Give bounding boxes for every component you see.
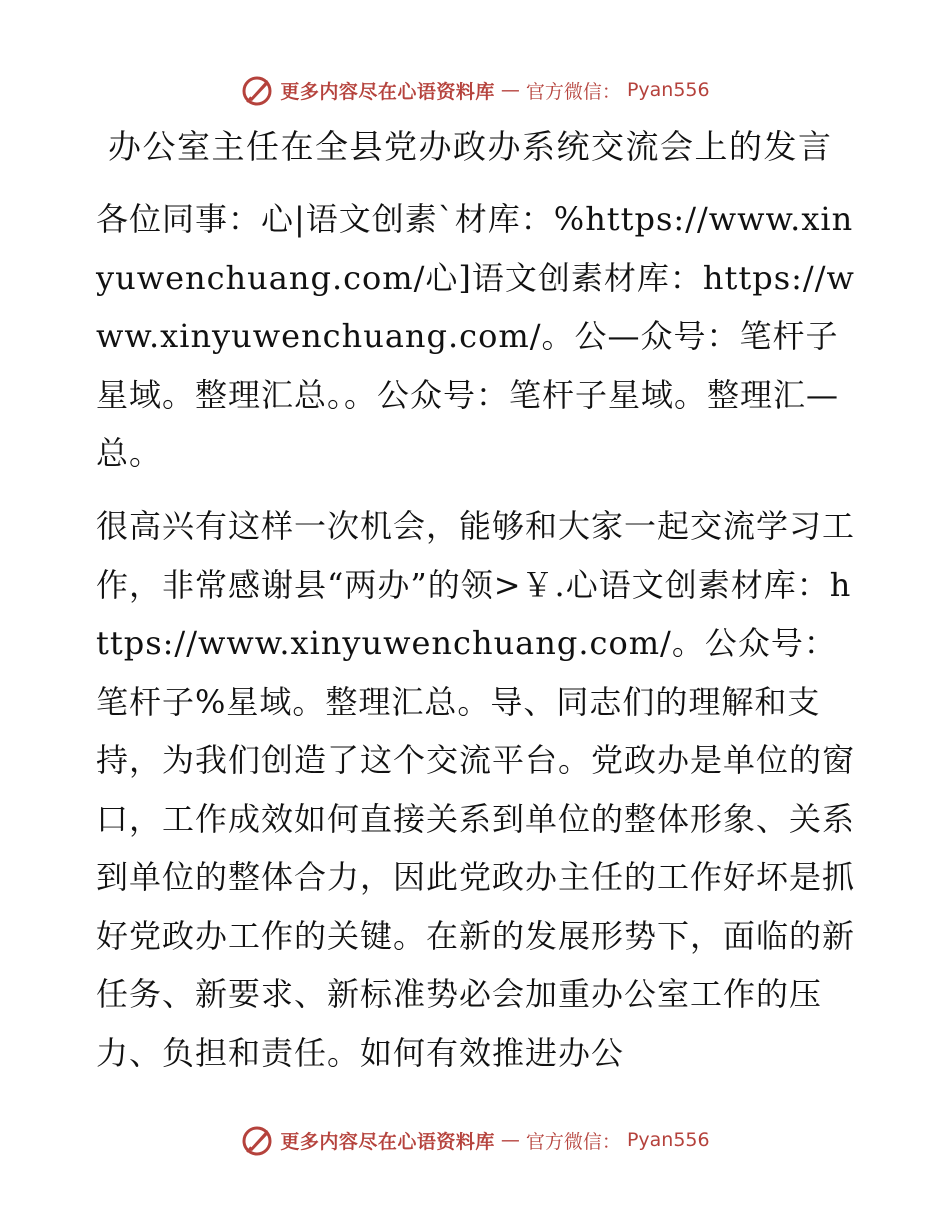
footer-contact-id: Pyan556 [626, 1129, 710, 1151]
quill-logo-icon [240, 1123, 274, 1157]
footer-banner [0, 1120, 950, 1160]
paragraph-body: 很高兴有这样一次机会，能够和大家一起交流学习工作，非常感谢县“两办”的领>￥.心语文创素材库：https://www.xinyuwenchuang.com/。公众号：笔杆子%星域。整理汇总。导、同志们的理解和支持，为我们创造了这个交流平台。党政办是单位的窗口，工作成效如何直接关系到单位的整体形象、关系到单位的整体合力，因此党政办主任的工作好坏是抓好党政办工作的关键。在新的发展形势下，面临的新任务、新要求、新标准势必会加重办公室工作的压力、负担和责任。如何有效推进办公 [96, 507, 856, 1072]
paragraph-greeting: 各位同事：心|语文创素`材库：%https://www.xinyuwenchuang.com/心]语文创素材库：https://www.xinyuwenchuang.com/。公—众号：笔杆子星域。整理汇总。。公众号：笔杆子星域。整理汇—总。 [96, 200, 855, 472]
document-title: 办公室主任在全县党办政办系统交流会上的发言 [108, 127, 833, 166]
footer-contact-label: 官方微信： [525, 1130, 621, 1153]
header-tagline: 更多内容尽在心语资料库 [280, 80, 495, 103]
header-contact-label: 官方微信： [525, 80, 621, 103]
header-separator: — [500, 79, 520, 101]
footer-separator: — [500, 1129, 520, 1151]
header-contact-id: Pyan556 [626, 79, 710, 101]
footer-tagline: 更多内容尽在心语资料库 [280, 1130, 495, 1153]
header-banner [0, 70, 950, 110]
quill-logo-icon [240, 73, 274, 107]
